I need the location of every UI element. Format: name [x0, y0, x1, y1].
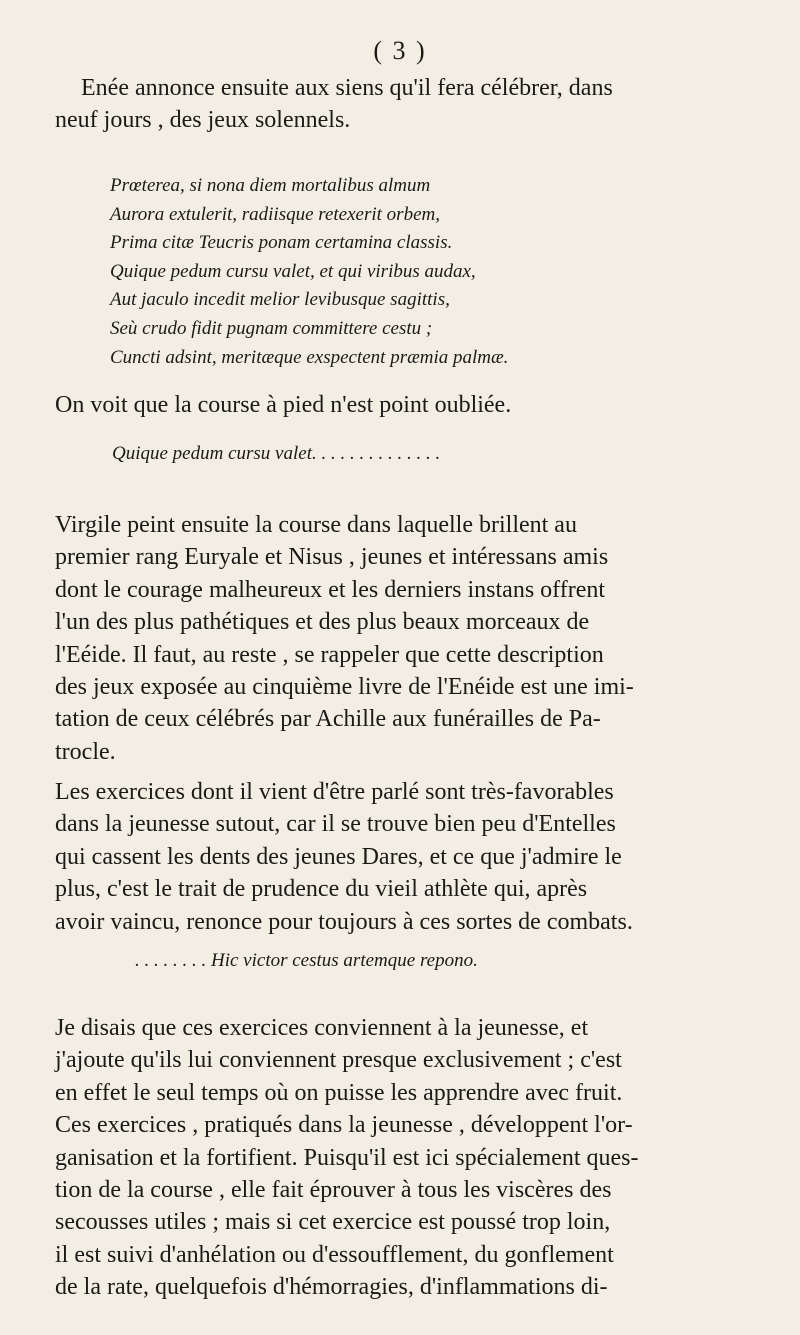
intro-paragraph	[55, 72, 745, 137]
paragraph-line: dont le courage malheureux et les derniers instans offrent	[55, 576, 606, 603]
paragraph-line: trocle.	[55, 738, 116, 765]
verse-line: Aurora extulerit, radiisque retexerit orbem,	[110, 203, 440, 225]
paragraph-line: il est suivi d'anhélation ou d'essoufflement, du gonflement	[55, 1241, 614, 1268]
intro-line: Enée annonce ensuite aux siens qu'il fera célébrer, dans	[81, 75, 613, 101]
paragraph-line: tation de ceux célébrés par Achille aux funérailles de Pa-	[55, 706, 601, 733]
paragraph-line: tion de la course , elle fait éprouver à tous les viscères des	[55, 1177, 612, 1204]
paragraph-virgile	[55, 509, 745, 768]
paragraph-line: Les exercices dont il vient d'être parlé sont très-favorables	[55, 779, 614, 805]
verse-line: Aut jaculo incedit melior levibusque sagittis,	[110, 289, 450, 311]
latin-quote-2	[135, 950, 800, 972]
paragraph-line: Virgile peint ensuite la course dans laquelle brillent au	[55, 512, 577, 538]
paragraph-line: l'un des plus pathétiques et des plus beaux morceaux de	[55, 609, 590, 636]
paragraph-jeunesse	[55, 1012, 745, 1304]
paragraph-line: qui cassent les dents des jeunes Dares, et ce que j'admire le	[55, 843, 622, 870]
paragraph-line: secousses utiles ; mais si cet exercice est poussé trop loin,	[55, 1209, 611, 1236]
verse-line: Prima citæ Teucris ponam certamina classis.	[110, 232, 453, 254]
paragraph-line: premier rang Euryale et Nisus , jeunes et intéressans amis	[55, 544, 609, 571]
verse-line: Cuncti adsint, meritæque exspectent præmia palmæ.	[110, 346, 509, 368]
latin-quote-1	[112, 443, 800, 465]
latin-verse-block	[55, 172, 745, 372]
paragraph-line: de la rate, quelquefois d'hémorragies, d'inflammations di-	[55, 1274, 608, 1301]
verse-line: Quique pedum cursu valet, et qui viribus audax,	[110, 260, 476, 282]
quote-line: Quique pedum cursu valet. . . . . . . . . . . . . .	[112, 443, 441, 464]
paragraph-line: en effet le seul temps où on puisse les apprendre avec fruit.	[55, 1079, 623, 1106]
paragraph-line: dans la jeunesse sutout, car il se trouve bien peu d'Entelles	[55, 811, 616, 838]
remark-line: On voit que la course à pied n'est point oubliée.	[55, 392, 512, 418]
paragraph-exercices	[55, 776, 745, 938]
paragraph-line: ganisation et la fortifient. Puisqu'il est ici spécialement ques-	[55, 1144, 639, 1171]
paragraph-line: l'Eéide. Il faut, au reste , se rappeler que cette description	[55, 641, 604, 668]
verse-line: Prœterea, si nona diem mortalibus almum	[110, 175, 431, 196]
intro-line: neuf jours , des jeux solennels.	[55, 107, 351, 134]
paragraph-line: j'ajoute qu'ils lui conviennent presque exclusivement ; c'est	[55, 1047, 622, 1074]
paragraph-line: avoir vaincu, renonce pour toujours à ces sortes de combats.	[55, 908, 633, 935]
paragraph-line: Ces exercices , pratiqués dans la jeunesse , développent l'or-	[55, 1112, 633, 1139]
remark-paragraph	[55, 389, 745, 421]
page-number: ( 3 )	[373, 36, 427, 65]
paragraph-line: des jeux exposée au cinquième livre de l'Enéide est une imi-	[55, 674, 634, 701]
paragraph-line: plus, c'est le trait de prudence du vieil athlète qui, après	[55, 876, 588, 903]
paragraph-line: Je disais que ces exercices conviennent à la jeunesse, et	[55, 1015, 589, 1041]
quote-line: . . . . . . . . Hic victor cestus artemque repono.	[135, 950, 478, 971]
verse-line: Seù crudo fidit pugnam committere cestu ;	[110, 317, 433, 339]
